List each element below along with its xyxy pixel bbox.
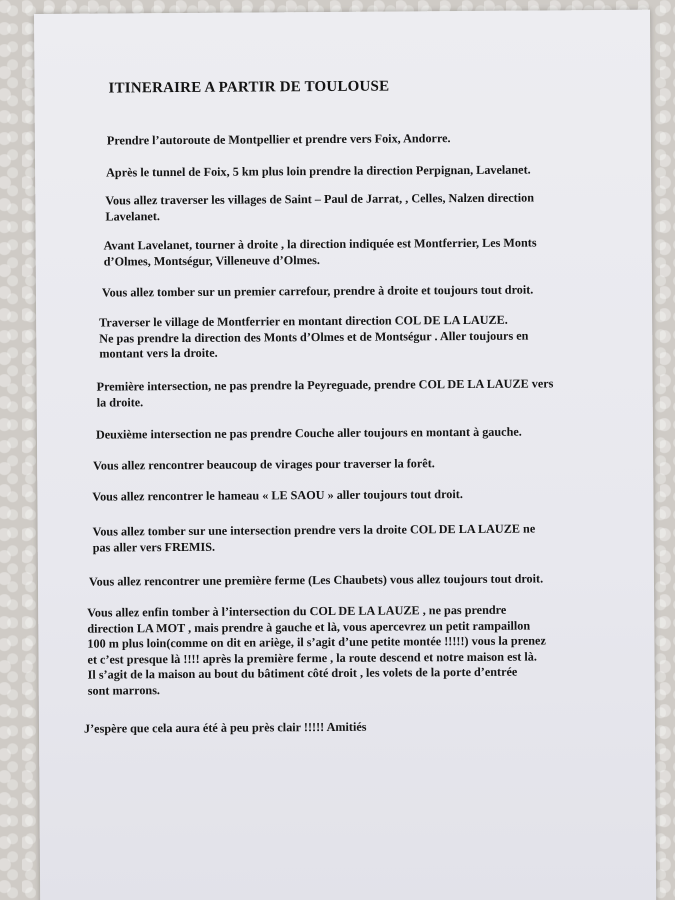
paragraph-12: Vous allez rencontrer une première ferme (Les Chaubets) vous allez toujours tout droit. — [88, 571, 544, 589]
paragraph-6: Traverser le village de Montferrier en montant direction COL DE LA LAUZE. Ne pas prendre la direction des Monts d’Olmes et de Montségur . Aller toujours en montant vers la droite. — [99, 312, 529, 361]
paragraph-10: Vous allez rencontrer le hameau « LE SAOU » aller toujours tout droit. — [92, 487, 463, 504]
paragraph-1: Prendre l’autoroute de Montpellier et prendre vers Foix, Andorre. — [106, 131, 451, 148]
paragraph-4: Avant Lavelanet, tourner à droite , la direction indiquée est Montferrier, Les Monts d’Olmes, Montségur, Villeneuve d’Olmes. — [103, 235, 537, 269]
paragraph-3: Vous allez traverser les villages de Saint – Paul de Jarrat, , Celles, Nalzen direction Lavelanet. — [105, 190, 534, 224]
paragraph-8: Deuxième intersection ne pas prendre Couche aller toujours en montant à gauche. — [95, 424, 522, 442]
document-title: ITINERAIRE A PARTIR DE TOULOUSE — [108, 78, 390, 97]
paragraph-7: Première intersection, ne pas prendre la Peyreguade, prendre COL DE LA LAUZE vers la droite. — [96, 376, 554, 410]
paragraph-13: Vous allez enfin tomber à l’intersection du COL DE LA LAUZE , ne pas prendre direction LA MOT , mais prendre à gauche et là, vous apercevrez un petit rampaillon 100 m plus loin(comme on dit en ariège, il s’agit d’une petite montée !!!!!) vous la prenez et c’est presque là !!!! après la première ferme , la route descend et notre maison est là. Il s’agit de la maison au bout du bâtiment côté droit , les volets de la porte d’entrée sont marrons. — [87, 602, 546, 698]
paragraph-5: Vous allez tomber sur un premier carrefour, prendre à droite et toujours tout droit. — [101, 282, 534, 300]
paragraph-9: Vous allez rencontrer beaucoup de virages pour traverser la forêt. — [93, 456, 435, 473]
paper-sheet — [34, 10, 656, 900]
paragraph-14: J’espère que cela aura été à peu près clair !!!!! Amitiés — [83, 719, 367, 736]
paragraph-11: Vous allez tomber sur une intersection prendre vers la droite COL DE LA LAUZE ne pas aller vers FREMIS. — [92, 521, 536, 555]
paragraph-2: Après le tunnel de Foix, 5 km plus loin prendre la direction Perpignan, Lavelanet. — [106, 162, 531, 180]
